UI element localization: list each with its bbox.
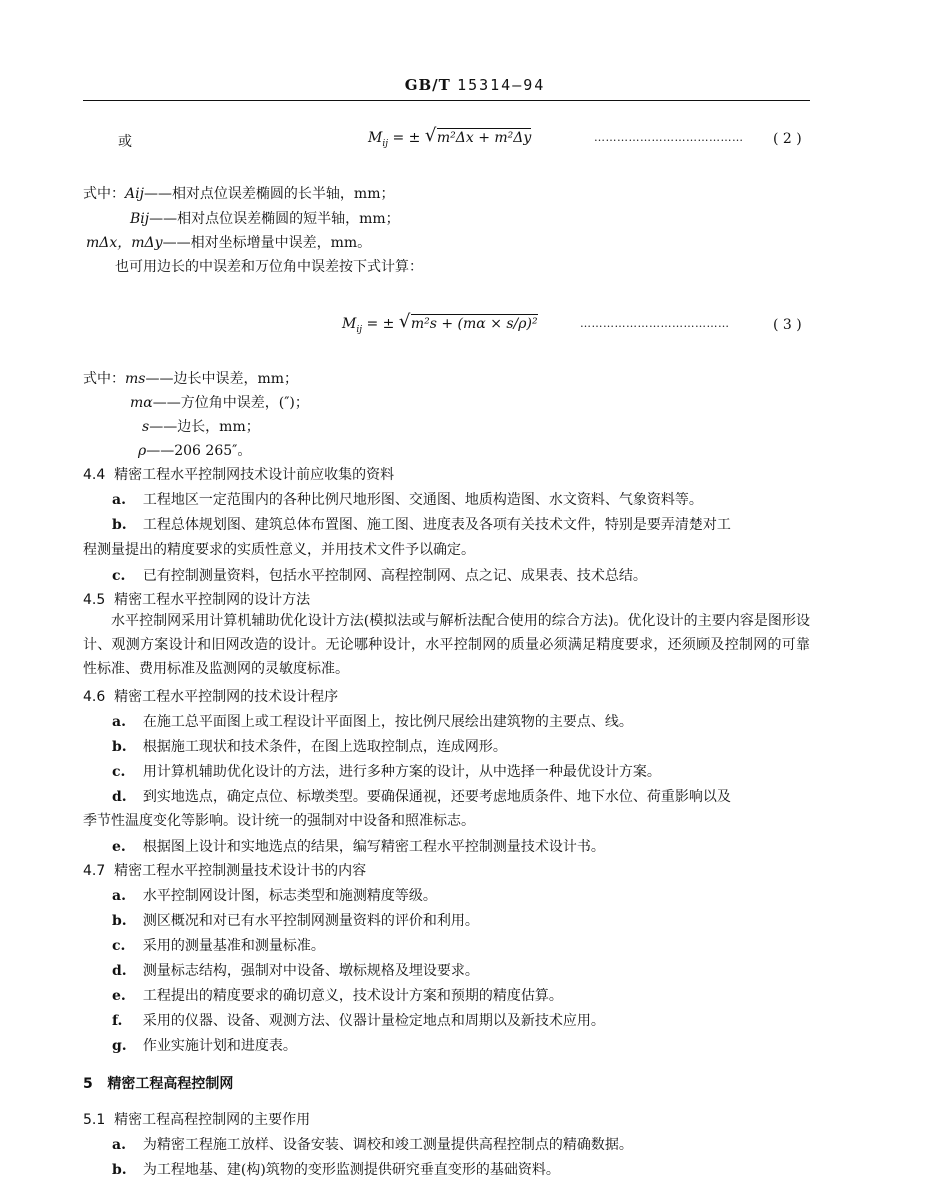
item-label: f. [112, 1013, 123, 1029]
eq2-prefix: 或 [118, 134, 132, 150]
item-text: 工程总体规划图、建筑总体布置图、施工图、进度表及各项有关技术文件，特别是要弄清楚对工 [142, 517, 731, 533]
where1-line-2 [130, 208, 400, 228]
eq3-sqrt [399, 314, 538, 332]
section-4-7-heading [83, 860, 366, 880]
section-4-4-heading [83, 464, 394, 484]
chapter-5-heading [83, 1073, 233, 1093]
header-rule [83, 100, 810, 101]
where1-sym-3: mΔx，mΔy [86, 235, 163, 251]
where2-line-2 [130, 392, 309, 412]
section-4-6-number: 4.6 [83, 689, 106, 705]
where2-sym-2: mα [130, 395, 153, 411]
also-text: 也可用边长的中误差和万位角中误差按下式计算： [115, 259, 423, 275]
item-text: 已有控制测量资料，包括水平控制网、高程控制网、点之记、成果表、技术总结。 [142, 568, 647, 584]
item-label: c. [112, 568, 126, 584]
where1-line-1 [83, 183, 395, 203]
item-label: e. [112, 839, 126, 855]
item-label: d. [112, 789, 127, 805]
where2-desc-3: ——边长，mm； [149, 419, 260, 435]
eq3-leaders: ………………………………… [580, 317, 730, 330]
list-item [112, 836, 605, 856]
chapter-5-title: 精密工程高程控制网 [107, 1076, 234, 1092]
item-label: b. [112, 739, 127, 755]
list-item [112, 935, 325, 955]
item-text: 为工程地基、建(构)筑物的变形监测提供研究垂直变形的基础资料。 [142, 1162, 560, 1178]
item-label: c. [112, 764, 126, 780]
eq2-radicand: m²Δx + m²Δy [436, 130, 532, 146]
where1-intro: 式中： [83, 186, 125, 202]
list-item [112, 1010, 605, 1030]
where1-sym-1: Aij [125, 186, 144, 202]
list-item [112, 711, 633, 731]
where2-sym-4: ρ [138, 443, 147, 459]
where2-sym-1: ms [125, 371, 146, 387]
list-item [112, 960, 479, 980]
section-4-6-title: 精密工程水平控制网的技术设计程序 [114, 689, 339, 705]
item-label: b. [112, 1162, 127, 1178]
item-text: 作业实施计划和进度表。 [142, 1038, 297, 1054]
item-text: 测量标志结构，强制对中设备、墩标规格及埋设要求。 [142, 963, 479, 979]
eq2-leaders: ………………………………… [594, 131, 744, 144]
item-continuation: 季节性温度变化等影响。设计统一的强制对中设备和照准标志。 [83, 813, 475, 829]
item-continuation: 程测量提出的精度要求的实质性意义，并用技术文件予以确定。 [83, 542, 475, 558]
equation-3 [342, 314, 538, 335]
item-text: 用计算机辅助优化设计的方法，进行多种方案的设计，从中选择一种最优设计方案。 [142, 764, 661, 780]
page-header [0, 76, 950, 94]
section-5-1-number: 5.1 [83, 1112, 106, 1128]
item-text: 水平控制网设计图，标志类型和施测精度等级。 [142, 888, 437, 904]
where2-sym-3: s [142, 419, 150, 435]
standard-code-number: 15314—94 [457, 76, 546, 94]
list-item [112, 885, 437, 905]
eq2-lhs: M [368, 130, 383, 146]
where2-line-3 [142, 416, 260, 436]
section-4-7-title: 精密工程水平控制测量技术设计书的内容 [114, 863, 367, 879]
eq3-lhs: M [342, 316, 357, 332]
item-label: a. [112, 714, 126, 730]
item-label: b. [112, 913, 127, 929]
section-5-1-heading [83, 1109, 310, 1129]
list-item [112, 1035, 297, 1055]
section-4-5-number: 4.5 [83, 592, 106, 608]
eq3-radicand: m²s + (mα × s/ρ)² [410, 316, 538, 332]
item-label: a. [112, 888, 126, 904]
list-item [112, 761, 661, 781]
item-text: 到实地选点，确定点位、标墩类型。要确保通视，还要考虑地质条件、地下水位、荷重影响以及 [142, 789, 731, 805]
item-text: 工程提出的精度要求的确切意义，技术设计方案和预期的精度估算。 [142, 988, 563, 1004]
section-4-5-paragraph: 水平控制网采用计算机辅助优化设计方法(模拟法或与解析法配合使用的综合方法)。优化设计的主要内容是图形设计、观测方案设计和旧网改造的设计。无论哪种设计，水平控制网的质量必须满足精度要求，还须顾及控制网的可靠性标准、费用标准及监测网的灵敏度标准。 [83, 613, 810, 677]
list-item [112, 1159, 560, 1179]
list-item [112, 736, 507, 756]
section-4-6-heading [83, 686, 338, 706]
where1-line-3 [86, 232, 371, 252]
item-label: d. [112, 963, 127, 979]
list-item [112, 985, 563, 1005]
item-text: 测区概况和对已有水平控制网测量资料的评价和利用。 [142, 913, 479, 929]
item-label: a. [112, 1137, 126, 1153]
list-item [112, 1134, 633, 1154]
item-label: c. [112, 938, 126, 954]
eq3-lhs-sub: ij [356, 324, 363, 335]
eq3-op: = ± [366, 316, 395, 332]
where1-desc-2: ——相对点位误差椭圆的短半轴，mm； [149, 211, 400, 227]
where2-line-1 [83, 368, 298, 388]
item-text: 根据施工现状和技术条件，在图上选取控制点，连成网形。 [142, 739, 507, 755]
where2-desc-1: ——边长中误差，mm； [145, 371, 299, 387]
eq2-op: = ± [392, 130, 421, 146]
section-5-1-title: 精密工程高程控制网的主要作用 [114, 1112, 311, 1128]
standard-code-prefix: GB/T [404, 76, 451, 94]
item-label: a. [112, 492, 126, 508]
section-4-7-number: 4.7 [83, 863, 106, 879]
eq2-lhs-sub: ij [382, 138, 389, 149]
where1-desc-3: ——相对坐标增量中误差，mm。 [162, 235, 372, 251]
section-4-4-title: 精密工程水平控制网技术设计前应收集的资料 [114, 467, 395, 483]
eq2-number: ( 2 ) [773, 131, 802, 147]
chapter-5-number: 5 [83, 1076, 93, 1092]
eq3-number: ( 3 ) [773, 317, 802, 333]
where2-intro: 式中： [83, 371, 125, 387]
item-label: e. [112, 988, 126, 1004]
list-item [112, 910, 479, 930]
item-text: 采用的测量基准和测量标准。 [142, 938, 325, 954]
item-text: 根据图上设计和实地选点的结果，编写精密工程水平控制测量技术设计书。 [142, 839, 605, 855]
list-item [112, 489, 703, 509]
where1-sym-2: Bij [130, 211, 150, 227]
item-text: 为精密工程施工放样、设备安装、调校和竣工测量提供高程控制点的精确数据。 [142, 1137, 633, 1153]
eq2-sqrt [425, 128, 531, 146]
item-label: g. [112, 1038, 127, 1054]
list-item [112, 565, 647, 585]
where1-desc-1: ——相对点位误差椭圆的长半轴，mm； [143, 186, 395, 202]
section-4-5-title: 精密工程水平控制网的设计方法 [114, 592, 311, 608]
list-item [112, 514, 731, 534]
list-item [112, 786, 731, 806]
section-4-5-heading [83, 589, 310, 609]
equation-2 [368, 128, 531, 149]
where2-desc-4: ——206 265″。 [146, 443, 252, 459]
item-text: 工程地区一定范围内的各种比例尺地形图、交通图、地质构造图、水文资料、气象资料等。 [142, 492, 703, 508]
item-text: 在施工总平面图上或工程设计平面图上，按比例尺展绘出建筑物的主要点、线。 [142, 714, 633, 730]
item-label: b. [112, 517, 127, 533]
where2-line-4 [138, 440, 251, 460]
section-4-4-number: 4.4 [83, 467, 106, 483]
item-text: 采用的仪器、设备、观测方法、仪器计量检定地点和周期以及新技术应用。 [142, 1013, 605, 1029]
where2-desc-2: ——方位角中误差，(″)； [152, 395, 309, 411]
